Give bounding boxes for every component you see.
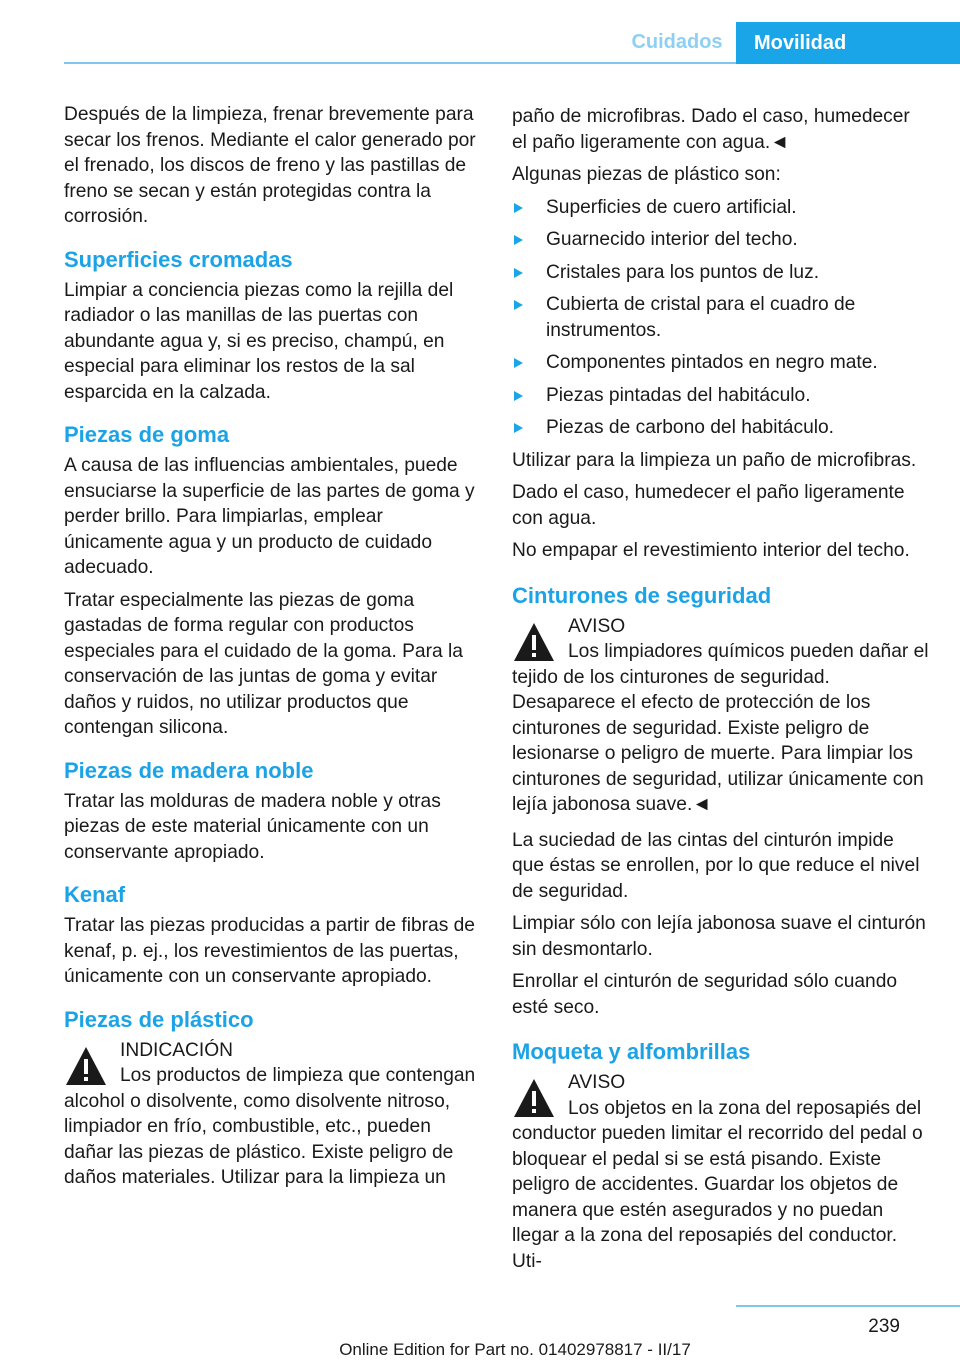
- edition-footer: Online Edition for Part no. 01402978817 - II/17: [339, 1340, 691, 1359]
- page-number: 239: [868, 1316, 900, 1337]
- paragraph-continuation: paño de microfibras. Dado el caso, humedecer el paño ligeramente con agua.◄: [512, 106, 910, 153]
- heading-moqueta: Moqueta y alfombrillas: [512, 1039, 751, 1064]
- warning-aviso-moqueta: [512, 1070, 930, 1274]
- warning-label: INDICACIÓN: [120, 1039, 233, 1061]
- page-number-rule: [736, 1305, 960, 1307]
- warning-label: AVISO: [568, 615, 626, 637]
- bullet-triangle-icon: [514, 203, 523, 213]
- tab-cuidados[interactable]: Cuidados: [631, 30, 723, 53]
- warning-triangle-icon: [512, 620, 556, 664]
- warning-text: Los objetos en la zona del reposapiés del conductor pueden limitar el recorrido del pedal o bloquear el pedal si se está pisando. Existe peligro de accidentes. Guardar los objetos de manera que estén asegurados y no puedan llegar a la zona del reposapiés del conductor. Uti-: [512, 1097, 923, 1272]
- paragraph-dado-caso: Dado el caso, humedecer el paño ligeramente con agua.: [512, 482, 905, 529]
- heading-superficies-cromadas: Superficies cromadas: [64, 246, 293, 272]
- list-item: Superficies de cuero artificial.: [512, 195, 930, 221]
- heading-kenaf: Kenaf: [64, 882, 126, 907]
- paragraph-madera: Tratar las molduras de madera noble y otras piezas de este material únicamente con un conservante apropiado.: [64, 790, 441, 863]
- warning-aviso-cinturones: [512, 614, 930, 818]
- bullet-triangle-icon: [514, 358, 523, 368]
- paragraph-goma-2: Tratar especialmente las piezas de goma gastadas de forma regular con productos especiales para el cuidado de la goma. Para la conservación de las juntas de goma y evitar daños y ruidos, no utilizar productos que contengan silicona.: [64, 589, 463, 738]
- list-item: Piezas de carbono del habitáculo.: [512, 415, 930, 441]
- paragraph-algunas-piezas: Algunas piezas de plástico son:: [512, 164, 781, 185]
- heading-cinturones: Cinturones de seguridad: [512, 582, 772, 608]
- bullet-triangle-icon: [514, 268, 523, 278]
- paragraph-enrollar: Enrollar el cinturón de seguridad sólo cuando esté seco.: [512, 971, 898, 1018]
- heading-piezas-goma: Piezas de goma: [64, 422, 230, 447]
- list-item: Componentes pintados en negro mate.: [512, 350, 930, 376]
- tab-movilidad[interactable]: Movilidad: [736, 22, 960, 64]
- warning-triangle-icon: [64, 1044, 108, 1088]
- left-column: [64, 102, 482, 1201]
- paragraph-limpiar: Limpiar sólo con lejía jabonosa suave el cinturón sin desmontarlo.: [512, 913, 926, 960]
- paragraph-suciedad: La suciedad de las cintas del cinturón impide que éstas se enrollen, por lo que reduce el nivel de seguridad.: [512, 829, 920, 902]
- list-item: Cristales para los puntos de luz.: [512, 260, 930, 286]
- bullet-triangle-icon: [514, 235, 523, 245]
- heading-madera-noble: Piezas de madera noble: [64, 757, 314, 783]
- bullet-triangle-icon: [514, 423, 523, 433]
- paragraph-no-empapar: No empapar el revestimiento interior del techo.: [512, 540, 910, 561]
- warning-label: AVISO: [568, 1072, 626, 1093]
- heading-piezas-plastico: Piezas de plástico: [64, 1006, 254, 1032]
- list-item: Piezas pintadas del habitáculo.: [512, 383, 930, 409]
- warning-triangle-icon: [512, 1076, 556, 1120]
- paragraph-cromadas: Limpiar a conciencia piezas como la rejilla del radiador o las manillas de las puertas con abundante agua y, si es preciso, champú, en especial para eliminar los restos de la sal esparcida en la calzada.: [64, 279, 454, 403]
- paragraph-kenaf: Tratar las piezas producidas a partir de fibras de kenaf, p. ej., los revestimientos de las puertas, únicamente con un conservante apropiado.: [64, 915, 475, 987]
- paragraph-frenos: Después de la limpieza, frenar brevemente para secar los frenos. Mediante el calor generado por el frenado, los discos de freno y las pastillas de freno se secan y están protegidas contra la corrosión.: [64, 104, 476, 227]
- bullet-triangle-icon: [514, 391, 523, 401]
- warning-text: Los limpiadores químicos pueden dañar el tejido de los cinturones de seguridad. Desaparece el efecto de protección de los cinturones de seguridad. Existe peligro de lesionarse o peligro de muerte. Para limpiar los cinturones de seguridad, utilizar únicamente con lejía jabonosa suave.◄: [512, 641, 929, 815]
- plastic-parts-list: [512, 195, 930, 441]
- warning-indicacion: [64, 1038, 482, 1191]
- paragraph-goma-1: A causa de las influencias ambientales, puede ensuciarse la superficie de las partes de goma y perder brillo. Para limpiarlas, emplear únicamente agua y un producto de cuidado adecuado.: [64, 455, 475, 578]
- paragraph-utilizar: Utilizar para la limpieza un paño de microfibras.: [512, 449, 917, 471]
- list-item: Guarnecido interior del techo.: [512, 227, 930, 253]
- bullet-triangle-icon: [514, 300, 523, 310]
- warning-text: Los productos de limpieza que contengan alcohol o disolvente, como disolvente nitroso, limpiador en frío, combustible, etc., pueden dañar las piezas de plástico. Existe peligro de daños materiales. Utilizar para la limpieza un: [64, 1065, 476, 1188]
- list-item: Cubierta de cristal para el cuadro de instrumentos.: [512, 292, 930, 343]
- right-column: [512, 104, 930, 1284]
